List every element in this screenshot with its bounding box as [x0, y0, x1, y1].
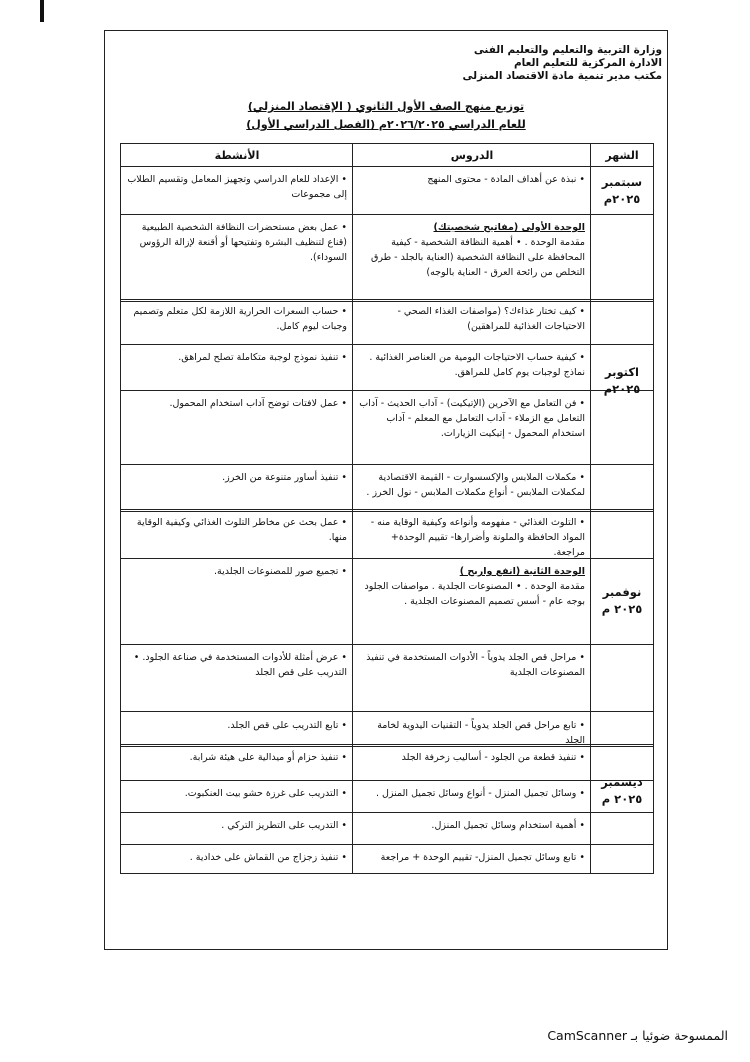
- activity-cell: • عرض أمثلة للأدوات المستخدمة في صناعة الجلود. • التدريب على قص الجلد: [133, 652, 347, 678]
- activity-cell: • تنفيذ حزام أو ميدالية على هيئة شرابة.: [189, 752, 347, 763]
- activity-cell: • عمل لافتات توضح آداب استخدام المحمول.: [169, 398, 347, 409]
- activity-cell: • الإعداد للعام الدراسي وتجهيز المعامل وتقسيم الطلاب إلى مجموعات: [127, 174, 347, 200]
- activity-cell: • تابع التدريب على قص الجلد.: [227, 720, 347, 731]
- row-divider: [121, 344, 653, 345]
- row-divider: [121, 644, 653, 645]
- activity-cell: • التدريب على غرزة حشو بيت العنكبوت.: [184, 788, 347, 799]
- activity-cell: • عمل بعض مستحضرات النظافة الشخصية الطبيعية (قناع لتنظيف البشرة وتفتيحها أو أقنعة لإزالة الرؤوس السوداء).: [139, 222, 347, 263]
- table-header-row: [121, 144, 653, 166]
- document-subtitle: للعام الدراسي ٢٠٢٦/٢٠٢٥م (الفصل الدراسي الأول): [246, 118, 526, 131]
- lesson-cell: • تنفيذ قطعة من الجلود - أساليب زخرفة الجلد: [401, 752, 585, 763]
- lesson-cell: • تابع وسائل تجميل المنزل- تقييم الوحدة + مراجعة: [380, 852, 585, 863]
- lesson-cell: • وسائل تجميل المنزل - أنواع وسائل تجميل المنزل .: [375, 788, 585, 799]
- row-divider: [121, 390, 653, 391]
- document-title: توزيع منهج الصف الأول الثانوي ( الإقتصاد المنزلي): [247, 100, 525, 113]
- activity-cell: • عمل بحث عن مخاطر التلوث الغذائي وكيفية الوقاية منها.: [136, 517, 347, 543]
- document-titles: [104, 98, 668, 134]
- column-lessons-header: الدروس: [450, 148, 494, 162]
- lesson-cell: • التلوث الغذائي - مفهومه وأنواعه وكيفية الوقاية منه - المواد الحافظة والملونة وأضرارها- تقييم الوحدة+ مراجعة.: [370, 517, 585, 558]
- header-line-3: مكتب مدير تنمية مادة الاقتصاد المنزلى: [462, 70, 662, 82]
- month-december: ديسمبر ٢٠٢٥ م: [601, 775, 643, 806]
- month-november: نوفمبر ٢٠٢٥ م: [601, 585, 643, 616]
- row-divider: [121, 844, 653, 845]
- activity-cell: • تجميع صور للمصنوعات الجلدية.: [213, 566, 347, 577]
- column-month-header: الشهر: [605, 148, 639, 162]
- lesson-cell: الوحدة الأولى (مفاتيح شخصيتك) مقدمة الوحدة . • أهمية النظافة الشخصية - كيفية المحافظة على النظافة الشخصية (العناية بالجلد - طرق التخلص من رائحة العرق - العناية بالوجه): [353, 218, 591, 282]
- lesson-cell: • مكملات الملابس والإكسسوارت - القيمة الاقتصادية لمكملات الملابس - أنواع مكملات الملابس - نول الخرز .: [366, 472, 585, 498]
- curriculum-table: [120, 143, 654, 874]
- lesson-cell: • أهمية استخدام وسائل تجميل المنزل.: [431, 820, 585, 831]
- month-september: سبتمبر ٢٠٢٥م: [601, 175, 643, 206]
- unit-title: الوحدة الثانية (انفع واربح ): [459, 566, 585, 577]
- row-divider: [121, 214, 653, 215]
- row-divider: [121, 711, 653, 712]
- header-line-2: الادارة المركزية للتعليم العام: [513, 57, 662, 69]
- row-divider: [121, 780, 653, 781]
- scan-edge-mark: [40, 0, 44, 22]
- ministry-header: [262, 44, 662, 83]
- scanner-footer: الممسوحة ضوئيا بـ CamScanner: [547, 1028, 728, 1043]
- header-line-1: وزارة التربية والتعليم والتعليم الفنى: [473, 44, 662, 56]
- row-divider: [121, 166, 653, 167]
- column-activities-header: الأنشطة: [214, 148, 260, 162]
- unit-title: الوحدة الأولى (مفاتيح شخصيتك): [433, 222, 585, 233]
- month-divider: [121, 509, 653, 512]
- row-divider: [121, 812, 653, 813]
- lesson-cell: • نبذة عن أهداف المادة - محتوى المنهج: [427, 174, 585, 185]
- row-divider: [121, 464, 653, 465]
- activity-cell: • تنفيذ زجزاج من القماش على خدادية .: [189, 852, 347, 863]
- activity-cell: • تنفيذ أساور متنوعة من الخرز.: [222, 472, 347, 483]
- lesson-cell: • مراحل قص الجلد يدوياً - الأدوات المستخدمة في تنفيذ المصنوعات الجلدية: [366, 652, 585, 678]
- lesson-cell: • كيف تختار غذاءك؟ (مواصفات الغذاء الصحي - الاحتياجات الغذائية للمراهقين): [397, 306, 585, 332]
- activity-cell: • تنفيذ نموذج لوجبة متكاملة تصلح لمراهق.: [178, 352, 347, 363]
- month-october: اكتوبر ٢٠٢٥م: [603, 365, 641, 396]
- activity-cell: • حساب السعرات الحرارية اللازمة لكل متعلم وتصميم وجبات ليوم كامل.: [133, 306, 347, 332]
- lesson-cell: الوحدة الثانية (انفع واربح ) مقدمة الوحدة . • المصنوعات الجلدية . مواصفات الجلود بوجه عام - أسس تصميم المصنوعات الجلدية .: [353, 562, 591, 611]
- activity-cell: • التدريب على التطريز التركي .: [221, 820, 347, 831]
- lesson-cell: • فن التعامل مع الآخرين (الإتيكيت) - آداب الحديث - آداب التعامل مع الزملاء - آداب التعامل مع المعلم - آداب استخدام المحمول - إتيكيت الزيارات.: [359, 398, 585, 439]
- lesson-cell: • تابع مراحل قص الجلد يدوياً - التقنيات اليدوية لخامة الجلد: [377, 720, 585, 746]
- lesson-cell: • كيفية حساب الاحتياجات اليومية من العناصر الغذائية . نماذج لوجبات يوم كامل للمراهق.: [369, 352, 585, 378]
